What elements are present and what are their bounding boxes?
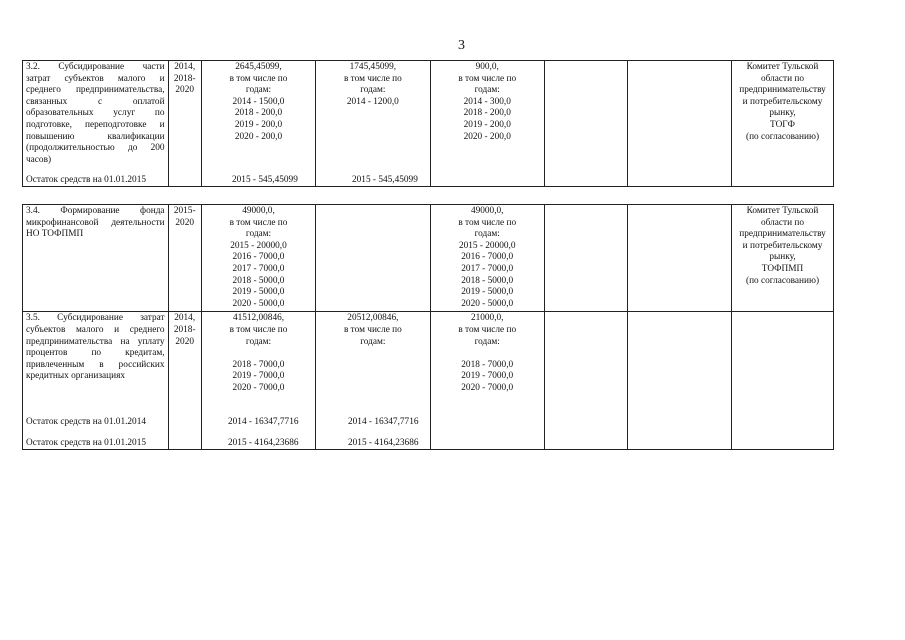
federal-budget-cell: 900,0, в том числе по годам: 2014 - 300,0 2018 - 200,0 2019 - 200,0 2020 - 200,0: [430, 61, 544, 187]
table-row: [23, 205, 834, 312]
balance-regional: 2015 - 4164,23686: [348, 438, 419, 448]
measure-description: 3.5. Субсидирование затрат субъектов малого и среднего предпринимательства на уплату процентов по кредитам, привлеченным в российских кредитных организациях: [23, 312, 169, 450]
federal-budget-cell: 49000,0, в том числе по годам: 2015 - 20000,0 2016 - 7000,0 2017 - 7000,0 2018 - 5000,0 2019 - 5000,0 2020 - 5000,0: [430, 205, 544, 312]
table-rows-3-4-3-5: [22, 204, 834, 450]
regional-budget-cell: 1745,45099, в том числе по годам: 2014 - 1200,0: [316, 61, 430, 187]
balance-regional: 2015 - 545,45099: [352, 175, 418, 185]
empty-cell: [544, 205, 627, 312]
table-row-3-2: [22, 60, 834, 187]
balance-regional: 2014 - 16347,7716: [348, 417, 419, 427]
measure-description: 3.4. Формирование фонда микрофинансовой деятельности НО ТОФПМП: [23, 205, 169, 312]
empty-cell: [628, 205, 732, 312]
regional-budget-cell: [316, 205, 430, 312]
balance-label: Остаток средств на 01.01.2015: [26, 438, 147, 448]
balance-total: 2014 - 16347,7716: [228, 417, 299, 427]
measure-description: 3.2. Субсидирование части затрат субъектов малого и среднего предпринимательства, связанных с оплатой образовательных услуг по подготовке, переподготовке и повышению квалификации (продолжительностью до 200 часов): [23, 61, 169, 187]
table-row: [23, 61, 834, 187]
balance-total: 2015 - 4164,23686: [228, 438, 299, 448]
balance-label: Остаток средств на 01.01.2015: [26, 175, 147, 185]
empty-cell: [628, 312, 732, 450]
balance-label: Остаток средств на 01.01.2014: [26, 417, 147, 427]
total-amount-cell: 49000,0, в том числе по годам: 2015 - 20000,0 2016 - 7000,0 2017 - 7000,0 2018 - 5000,0 2019 - 5000,0 2020 - 5000,0: [201, 205, 315, 312]
years-cell: 2014, 2018- 2020: [168, 312, 201, 450]
page-number: 3: [458, 38, 465, 53]
balance-total: 2015 - 545,45099: [232, 175, 298, 185]
empty-cell: [628, 61, 732, 187]
table-row: [23, 312, 834, 450]
years-cell: 2015- 2020: [168, 205, 201, 312]
executor-cell: [732, 312, 834, 450]
empty-cell: [544, 312, 627, 450]
executor-cell: Комитет Тульской области по предпринимательству и потребительскому рынку, ТОФПМП (по согласованию): [732, 205, 834, 312]
years-cell: 2014, 2018- 2020: [168, 61, 201, 187]
regional-budget-cell: 20512,00846, в том числе по годам:: [316, 312, 430, 450]
total-amount-cell: 2645,45099, в том числе по годам: 2014 - 1500,0 2018 - 200,0 2019 - 200,0 2020 - 200,0: [201, 61, 315, 187]
federal-budget-cell: 21000,0, в том числе по годам: 2018 - 7000,0 2019 - 7000,0 2020 - 7000,0: [430, 312, 544, 450]
empty-cell: [544, 61, 627, 187]
total-amount-cell: 41512,00846, в том числе по годам: 2018 - 7000,0 2019 - 7000,0 2020 - 7000,0: [201, 312, 315, 450]
executor-cell: Комитет Тульской области по предпринимательству и потребительскому рынку, ТОГФ (по согласованию): [732, 61, 834, 187]
